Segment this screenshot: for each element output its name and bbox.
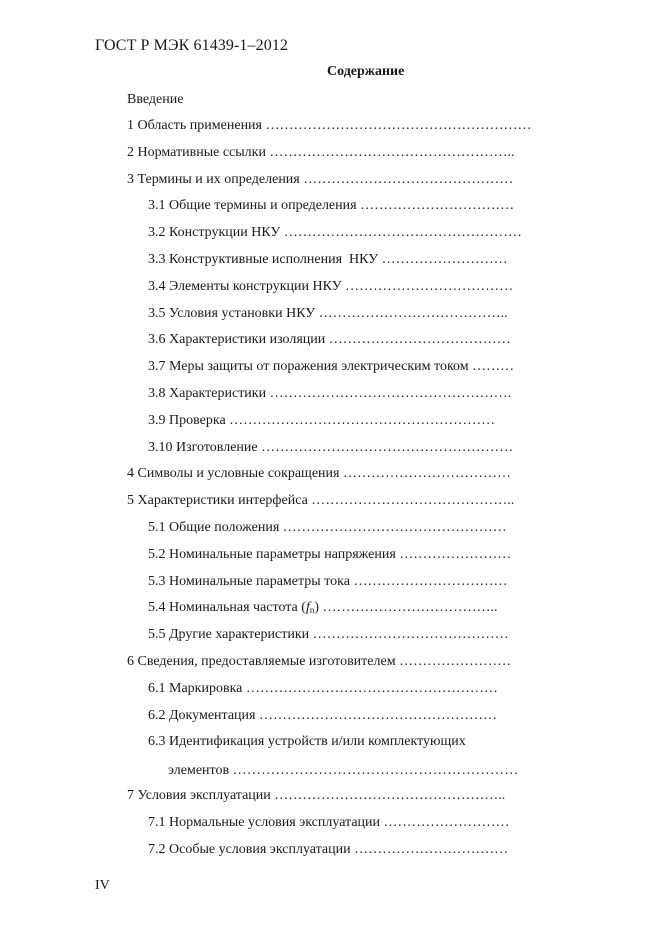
toc-item-label: 7.1 Нормальные условия эксплуатации [148,814,381,830]
toc-leader-dots: ……………………………… [342,466,511,482]
toc-item[interactable] [148,599,557,617]
toc-item[interactable] [127,653,557,671]
toc-item[interactable] [148,733,557,751]
toc-item-label: 5.1 Общие положения [148,520,280,535]
toc-item-label: 6 Сведения, предоставляемые изготовителем [127,654,396,669]
page-title: Содержание [327,64,405,79]
toc-item[interactable] [148,814,557,832]
toc-leader-dots: ……………………………….. [322,600,498,616]
toc-item[interactable] [127,492,557,510]
toc-leader-dots: …………………… [399,546,512,562]
toc-item-label: элементов [168,763,230,778]
toc-leader-dots: …………………………… [354,841,509,857]
toc-leader-dots: ……………………………………………… [261,439,514,455]
toc-item-6-3-continuation[interactable] [168,762,519,780]
toc-item[interactable] [148,224,557,242]
toc-item-label: 4 Символы и условные сокращения [127,466,340,482]
toc-item-label: 5 Характеристики интерфейса [127,493,308,509]
toc-leader-dots: ………………………………………………… [265,118,532,133]
toc-item-label: 3.2 Конструкции НКУ [148,225,281,241]
toc-item-intro[interactable]: Введение [127,92,184,107]
toc-leader-dots: ………………………………….. [318,305,508,321]
toc-leader-dots: ………………………………………………… [229,412,496,428]
toc-item[interactable] [148,331,557,349]
toc-item[interactable] [127,117,557,135]
toc-item-label: 7 Условия эксплуатации [127,788,271,803]
toc-item[interactable] [148,626,557,644]
toc-item[interactable] [148,680,557,698]
toc-item-label: 5.2 Номинальные параметры напряжения [148,546,396,562]
toc-leader-dots: ……………………… [381,252,508,267]
toc-leader-dots: …………………………………………………… [232,763,519,778]
toc-item[interactable] [148,841,557,859]
toc-leader-dots: …………………………… [360,198,515,214]
toc-item-label: 3.5 Условия установки НКУ [148,305,316,321]
toc-leader-dots: …………………………………… [312,627,509,643]
toc-item-label: 3.4 Элементы конструкции НКУ [148,278,342,294]
toc-item-label: 6.3 Идентификация устройств и/или комплектующих [148,734,466,750]
toc-leader-dots: ……………………………………………… [245,680,498,696]
toc-item[interactable] [127,171,557,189]
toc-item-label-suffix: ) [314,600,319,616]
toc-item-label: 3.7 Меры защиты от поражения электрическим током [148,359,469,375]
toc-item-label: 5.3 Номинальные параметры тока [148,573,350,589]
toc-item[interactable] [148,358,557,376]
toc-item[interactable] [148,439,557,457]
toc-item-label: 1 Область применения [127,118,262,133]
italic-symbol: f [305,600,310,616]
toc-item[interactable] [148,385,557,403]
toc-leader-dots: ……………………………………………. [269,386,512,401]
toc-item[interactable] [148,519,557,537]
toc-item-label: 3.9 Проверка [148,412,226,428]
toc-leader-dots: ………………………………………….. [274,788,506,803]
document-header: ГОСТ Р МЭК 61439-1–2012 [95,37,289,54]
toc-leader-dots: ……………………… [383,814,510,830]
toc-leader-dots: …………………………………………….. [269,144,515,160]
toc-leader-dots: …………………………………………… [283,225,522,241]
toc-item-label: 3 Термины и их определения [127,171,300,187]
toc-item[interactable] [127,144,557,162]
toc-item-label: 7.2 Особые условия эксплуатации [148,841,351,857]
toc-item-label: 5.5 Другие характеристики [148,627,310,643]
toc-leader-dots: ………………………………………… [282,520,507,535]
toc-leader-dots: …………………………………….. [311,493,515,509]
toc-item-label: 3.10 Изготовление [148,439,258,455]
page-number: IV [95,878,110,893]
toc-item[interactable] [127,787,557,805]
toc-leader-dots: ……………………………… [345,278,514,294]
toc-item-label: 3.6 Характеристики изоляции [148,332,326,348]
toc-item[interactable] [148,546,557,564]
toc-item-label: 5.4 Номинальная частота (f [148,600,310,616]
toc-item[interactable] [148,305,557,323]
toc-item[interactable] [148,278,557,296]
toc-item[interactable] [127,465,557,483]
toc-item[interactable] [148,251,557,269]
toc-item[interactable] [148,707,557,725]
toc-item-label: 2 Нормативные ссылки [127,144,266,160]
toc-leader-dots: …………………………………………… [258,707,497,723]
toc-item-label: 3.8 Характеристики [148,386,267,401]
toc-item[interactable] [148,573,557,591]
toc-item[interactable] [148,412,557,430]
toc-item-label: 6.1 Маркировка [148,680,243,696]
toc-leader-dots: ………………………………… [328,332,511,348]
toc-item[interactable] [148,197,557,215]
toc-item-label: 6.2 Документация [148,707,256,723]
toc-item-label: 3.1 Общие термины и определения [148,198,357,214]
toc-leader-dots: ……… [472,359,515,375]
toc-leader-dots: …………………………… [353,573,508,589]
toc-leader-dots: …………………… [399,654,512,669]
toc-leader-dots: ……………………………………… [303,171,514,187]
toc-item-subscript: n [309,605,315,616]
toc-item-label: 3.3 Конструктивные исполнения НКУ [148,252,379,267]
